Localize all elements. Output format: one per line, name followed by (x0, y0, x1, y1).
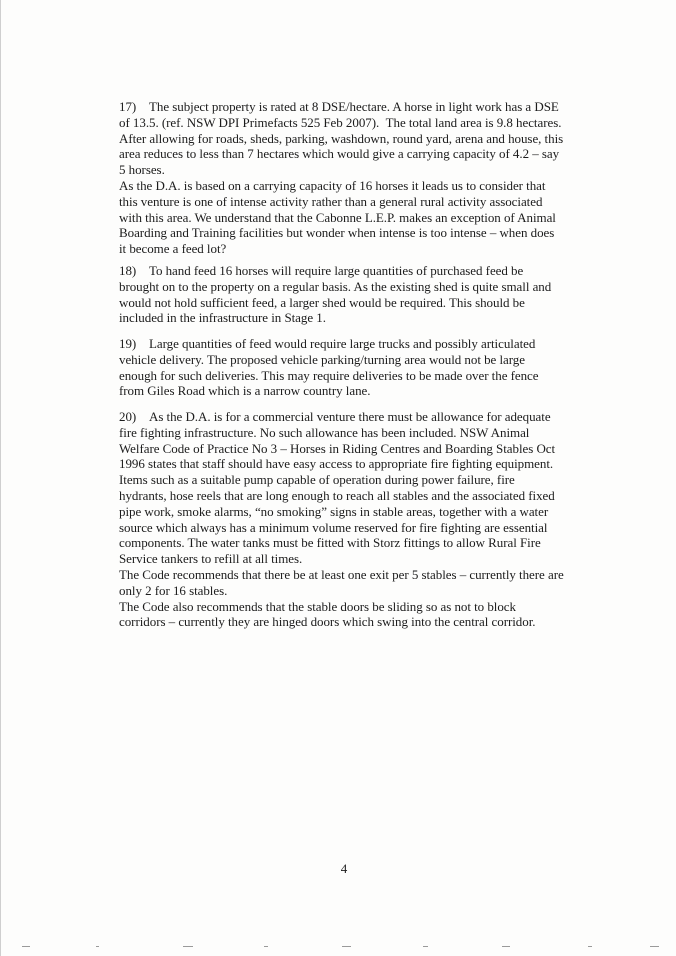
text-line: would not hold sufficient feed, a larger shed would be required. This should be (119, 294, 525, 310)
text-line: included in the infrastructure in Stage 1. (119, 310, 326, 326)
text-line: 19) Large quantities of feed would require large trucks and possibly articulated (119, 336, 536, 351)
text-line: fire fighting infrastructure. No such allowance has been included. NSW Animal (119, 424, 530, 440)
text-line: The Code recommends that there be at least one exit per 5 stables – currently there are (119, 566, 564, 582)
text-line: only 2 for 16 stables. (119, 582, 228, 598)
text-line: 17) The subject property is rated at 8 DSE/hectare. A horse in light work has a DSE (119, 99, 559, 114)
text-line: brought on to the property on a regular basis. As the existing shed is quite small and (119, 278, 552, 294)
scan-artifact (22, 946, 30, 947)
scan-artifact (650, 946, 659, 947)
paragraph-19 (119, 336, 571, 399)
text-line: with this area. We understand that the Cabonne L.E.P. makes an exception of Animal (119, 209, 556, 225)
scan-artifact (96, 946, 99, 947)
text-line: Service tankers to refill at all times. (119, 551, 303, 567)
text-line: from Giles Road which is a narrow country lane. (119, 383, 371, 399)
paragraph-18 (119, 263, 571, 326)
text-line: Welfare Code of Practice No 3 – Horses in Riding Centres and Boarding Stables Oct (119, 440, 556, 456)
text-line: Boarding and Training facilities but wonder when intense is too intense – when does (119, 225, 555, 241)
scan-left-edge (0, 0, 1, 956)
paragraph-17 (119, 99, 571, 257)
scan-artifact (183, 946, 193, 947)
scan-artifact (502, 946, 510, 947)
text-line: vehicle delivery. The proposed vehicle parking/turning area would not be large (119, 351, 525, 367)
scan-artifact (423, 946, 428, 947)
page-number: 4 (340, 861, 348, 876)
text-line: 5 horses. (119, 162, 165, 178)
text-line: 18) To hand feed 16 horses will require large quantities of purchased feed be (119, 263, 524, 278)
scan-artifact (264, 946, 268, 947)
text-line: it become a feed lot? (119, 241, 227, 257)
scan-artifact (588, 946, 592, 947)
text-line: The Code also recommends that the stable doors be sliding so as not to block (119, 598, 516, 614)
text-line: of 13.5. (ref. NSW DPI Primefacts 525 Feb 2007). The total land area is 9.8 hectares. (119, 114, 562, 130)
text-line: area reduces to less than 7 hectares which would give a carrying capacity of 4.2 – say (119, 146, 560, 162)
text-line: 20) As the D.A. is for a commercial venture there must be allowance for adequate (119, 409, 551, 424)
text-line: Items such as a suitable pump capable of operation during power failure, fire (119, 472, 515, 488)
text-line: components. The water tanks must be fitted with Storz fittings to allow Rural Fire (119, 535, 541, 551)
text-line: corridors – currently they are hinged doors which swing into the central corridor. (119, 614, 536, 630)
text-line: After allowing for roads, sheds, parking, washdown, round yard, arena and house, this (119, 130, 564, 146)
text-line: pipe work, smoke alarms, “no smoking” signs in stable areas, together with a water (119, 503, 549, 519)
text-line: 1996 states that staff should have easy access to appropriate fire fighting equipment. (119, 456, 554, 472)
text-line: As the D.A. is based on a carrying capacity of 16 horses it leads us to consider that (119, 177, 546, 193)
paragraph-20 (119, 409, 571, 630)
text-line: this venture is one of intense activity rather than a general rural activity associated (119, 193, 543, 209)
text-line: hydrants, hose reels that are long enough to reach all stables and the associated fixed (119, 487, 555, 503)
scan-artifact (342, 946, 351, 947)
text-line: source which always has a minimum volume reserved for fire fighting are essential (119, 519, 548, 535)
text-line: enough for such deliveries. This may require deliveries to be made over the fence (119, 367, 539, 383)
